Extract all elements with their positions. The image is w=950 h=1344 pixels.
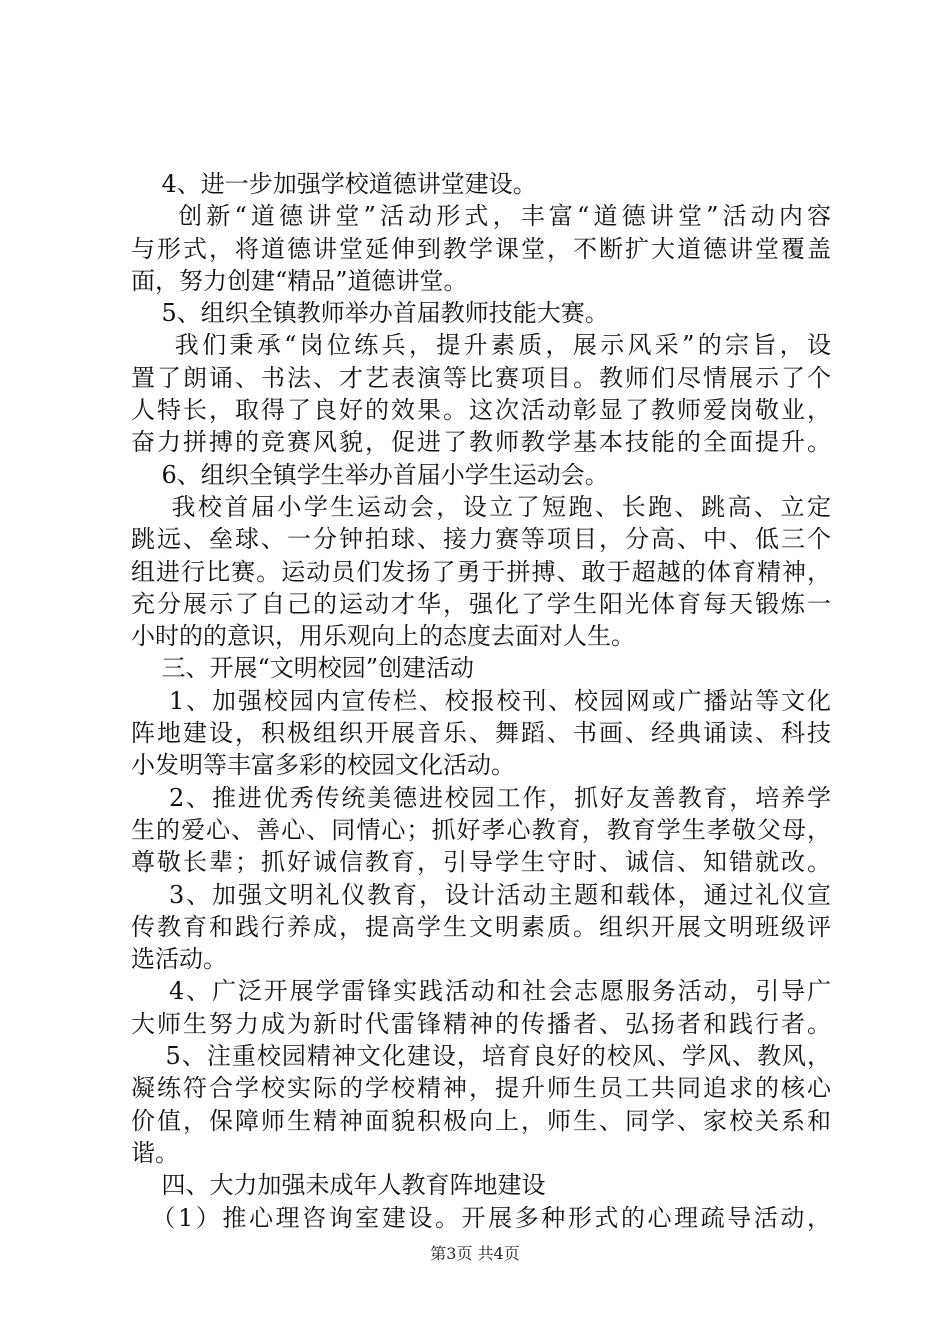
text-line: 3、加强文明礼仪教育，设计活动主题和载体，通过礼仪宣 (131, 880, 831, 909)
text-line: 我校首届小学生运动会，设立了短跑、长跑、跳高、立定 (131, 492, 831, 521)
section-heading: 四、大力加强未成年人教育阵地建设 (131, 1171, 546, 1200)
text-line: 谐。 (131, 1138, 179, 1167)
text-line: 小时的的意识，用乐观向上的态度去面对人生。 (131, 622, 635, 651)
text-line: 我们秉承“岗位练兵，提升素质，展示风采”的宗旨，设 (131, 331, 831, 360)
text-line: 置了朗诵、书法、才艺表演等比赛项目。教师们尽情展示了个 (131, 363, 831, 392)
text-line: 5、组织全镇教师举办首届教师技能大赛。 (131, 299, 609, 328)
section-heading: 三、开展“文明校园”创建活动 (131, 654, 475, 683)
text-line: 充分展示了自己的运动才华，强化了学生阳光体育每天锻炼一 (131, 589, 831, 618)
text-line: （1）推心理咨询室建设。开展多种形式的心理疏导活动， (131, 1203, 831, 1232)
text-line: 创新“道德讲堂”活动形式，丰富“道德讲堂”活动内容 (131, 202, 831, 231)
text-line: 阵地建设，积极组织开展音乐、舞蹈、书画、经典诵读、科技 (131, 719, 831, 748)
text-line: 6、组织全镇学生举办首届小学生运动会。 (131, 460, 609, 489)
text-line: 2、推进优秀传统美德进校园工作，抓好友善教育，培养学 (131, 783, 831, 812)
text-line: 5、注重校园精神文化建设，培育良好的校风、学风、教风， (131, 1042, 831, 1071)
text-line: 大师生努力成为新时代雷锋精神的传播者、弘扬者和践行者。 (131, 1009, 831, 1038)
text-line: 价值，保障师生精神面貌积极向上，师生、同学、家校关系和 (131, 1106, 831, 1135)
text-line: 奋力拼搏的竞赛风貌，促进了教师教学基本技能的全面提升。 (131, 428, 831, 457)
text-line: 1、加强校园内宣传栏、校报校刊、校园网或广播站等文化 (131, 686, 831, 715)
text-line: 与形式，将道德讲堂延伸到教学课堂，不断扩大道德讲堂覆盖 (131, 234, 831, 263)
text-line: 尊敬长辈；抓好诚信教育，引导学生守时、诚信、知错就改。 (131, 848, 831, 877)
page-footer: 第3页 共4页 (430, 1244, 520, 1263)
text-line: 传教育和践行养成，提高学生文明素质。组织开展文明班级评 (131, 912, 831, 941)
text-line: 凝练符合学校实际的学校精神，提升师生员工共同追求的核心 (131, 1074, 831, 1103)
text-line: 面，努力创建“精品”道德讲堂。 (131, 266, 468, 295)
text-line: 选活动。 (131, 945, 227, 974)
text-line: 人特长，取得了良好的效果。这次活动彰显了教师爱岗敬业， (131, 396, 831, 425)
text-line: 4、进一步加强学校道德讲堂建设。 (131, 170, 537, 198)
text-line: 小发明等丰富多彩的校园文化活动。 (131, 751, 515, 780)
document-body (131, 168, 831, 1234)
text-line: 4、广泛开展学雷锋实践活动和社会志愿服务活动，引导广 (131, 977, 831, 1006)
text-line: 组进行比赛。运动员们发扬了勇于拼搏、敢于超越的体育精神， (131, 557, 831, 586)
text-line: 生的爱心、善心、同情心；抓好孝心教育，教育学生孝敬父母， (131, 815, 831, 844)
text-line: 跳远、垒球、一分钟拍球、接力赛等项目，分高、中、低三个 (131, 525, 831, 554)
